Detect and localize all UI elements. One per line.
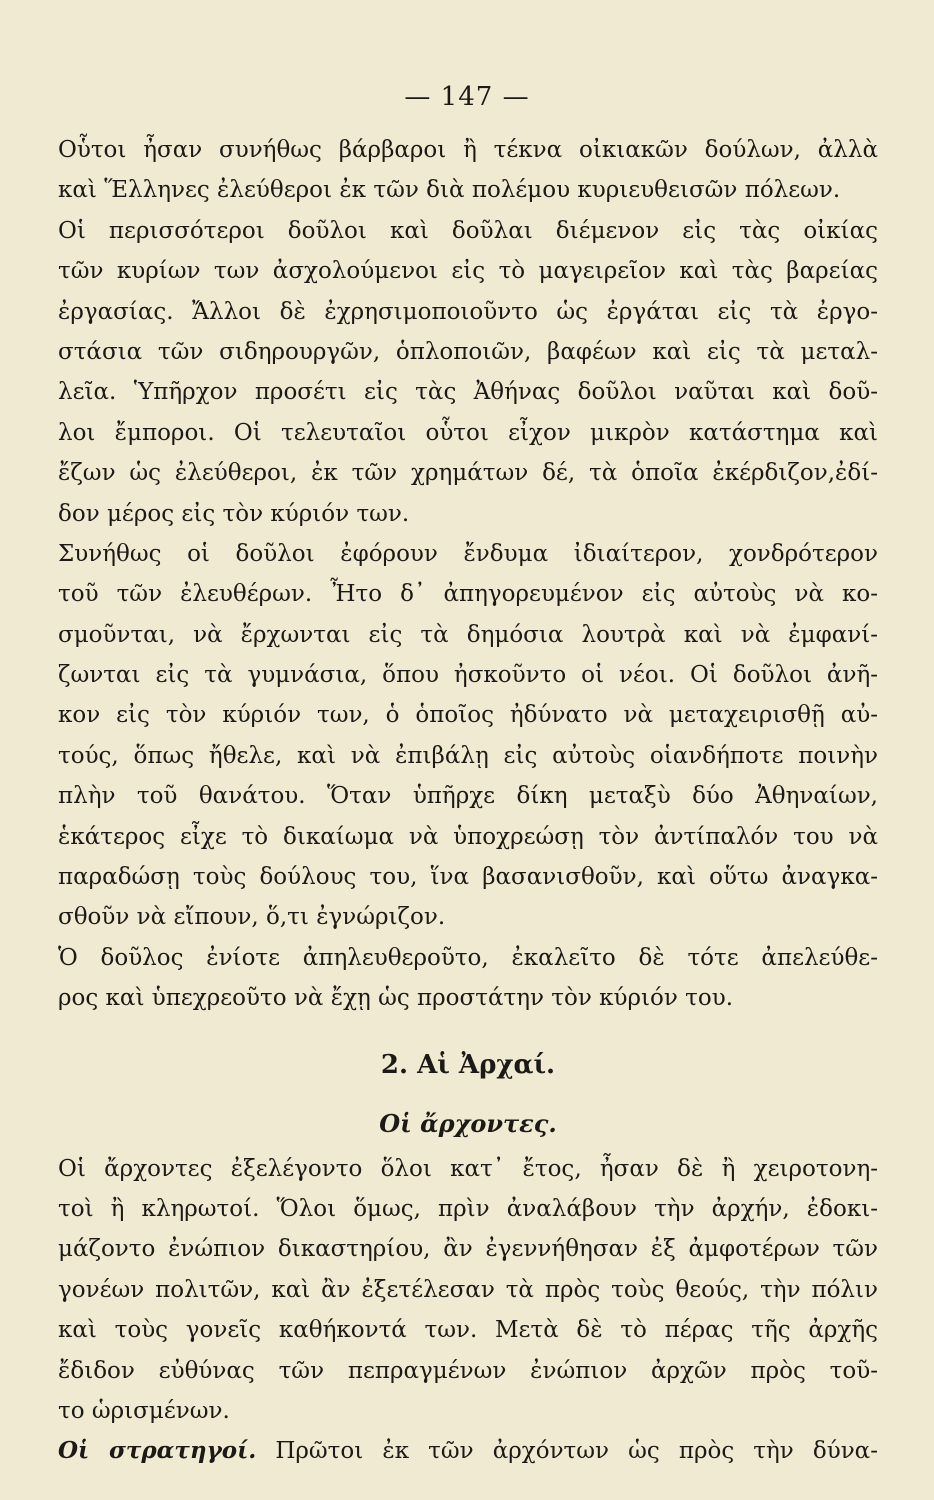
text-line: σθοῦν νὰ εἴπουν, ὅ,τι ἐγνώριζον.: [58, 904, 446, 931]
text-line: μάζοντο ἐνώπιον δικαστηρίου, ἂν ἐγεννήθησαν ἐξ ἀμφοτέρων τῶν: [58, 1236, 878, 1263]
body-text: [58, 130, 878, 1472]
text-line: δον μέρος εἰς τὸν κύριόν των.: [58, 500, 410, 527]
paragraph-archons: [58, 1149, 878, 1432]
text-line: παραδώσῃ τοὺς δούλους του, ἵνα βασανισθοῦν, καὶ οὕτω ἀναγκα-: [58, 864, 878, 891]
text-line: γονέων πολιτῶν, καὶ ἂν ἐξετέλεσαν τὰ πρὸς τοὺς θεούς, τὴν πόλιν: [58, 1276, 878, 1303]
paragraph-origin-of-slaves: [58, 130, 878, 211]
text-line: ρος καὶ ὑπεχρεοῦτο νὰ ἔχῃ ὡς προστάτην τὸν κύριόν του.: [58, 985, 734, 1012]
paragraph-strategoi: [58, 1431, 878, 1471]
text-line: Ὁ δοῦλος ἐνίοτε ἀπηλευθεροῦτο, ἐκαλεῖτο δὲ τότε ἀπελεύθε-: [58, 944, 878, 971]
text-line: τούς, ὅπως ἤθελε, καὶ νὰ ἐπιβάλῃ εἰς αὐτοὺς οἱανδήποτε ποινὴν: [58, 742, 878, 769]
text-line: Οὗτοι ἦσαν συνήθως βάρβαροι ἢ τέκνα οἰκιακῶν δούλων, ἀλλὰ: [58, 137, 878, 163]
run-in-text: Πρῶτοι ἐκ τῶν ἀρχόντων ὡς πρὸς τὴν δύνα-: [256, 1438, 878, 1465]
paragraph-slave-occupations: [58, 211, 878, 534]
text-line: τοῦ τῶν ἐλευθέρων. Ἦτο δ᾽ ἀπηγορευμένον εἰς αὐτοὺς νὰ κο-: [58, 581, 878, 608]
text-line: σμοῦνται, νὰ ἔρχωνται εἰς τὰ δημόσια λουτρὰ καὶ νὰ ἐμφανί-: [58, 621, 878, 648]
text-line: κον εἰς τὸν κύριόν των, ὁ ὁποῖος ἠδύνατο νὰ μεταχειρισθῇ αὐ-: [58, 702, 878, 729]
text-line: ἐργασίας. Ἄλλοι δὲ ἐχρησιμοποιοῦντο ὡς ἐργάται εἰς τὰ ἐργο-: [58, 298, 878, 325]
paragraph-slave-restrictions: [58, 534, 878, 938]
text-line: ζωνται εἰς τὰ γυμνάσια, ὅπου ἠσκοῦντο οἱ νέοι. Οἱ δοῦλοι ἀνῆ-: [58, 662, 878, 689]
text-line: Συνήθως οἱ δοῦλοι ἐφόρουν ἔνδυμα ἰδιαίτερον, χονδρότερον: [58, 540, 878, 567]
text-line: τῶν κυρίων των ἀσχολούμενοι εἰς τὸ μαγειρεῖον καὶ τὰς βαρείας: [58, 258, 878, 285]
run-in-heading: Οἱ στρατηγοί.: [58, 1437, 257, 1465]
text-line: Οἱ ἄρχοντες ἐξελέγοντο ὅλοι κατ᾽ ἔτος, ἦσαν δὲ ἢ χειροτονη-: [58, 1155, 878, 1182]
text-line: λεῖα. Ὑπῆρχον προσέτι εἰς τὰς Ἀθήνας δοῦλοι ναῦται καὶ δοῦ-: [58, 379, 878, 406]
text-line: λοι ἔμποροι. Οἱ τελευταῖοι οὗτοι εἶχον μικρὸν κατάστημα καὶ: [58, 419, 878, 446]
text-line: το ὡρισμένων.: [58, 1397, 230, 1424]
text-line: [58, 1431, 878, 1471]
text-line: καὶ Ἕλληνες ἐλεύθεροι ἐκ τῶν διὰ πολέμου κυριευθεισῶν πόλεων.: [58, 177, 841, 204]
section-subheading: Οἱ ἄρχοντες.: [379, 1108, 557, 1138]
text-line: Οἱ περισσότεροι δοῦλοι καὶ δοῦλαι διέμενον εἰς τὰς οἰκίας: [58, 217, 878, 244]
paragraph-freedmen: [58, 938, 878, 1019]
text-line: πλὴν τοῦ θανάτου. Ὅταν ὑπῆρχε δίκη μεταξὺ δύο Ἀθηναίων,: [58, 783, 878, 810]
text-line: καὶ τοὺς γονεῖς καθήκοντά των. Μετὰ δὲ τὸ πέρας τῆς ἀρχῆς: [58, 1317, 878, 1344]
text-line: ἔζων ὡς ἐλεύθεροι, ἐκ τῶν χρημάτων δέ, τὰ ὁποῖα ἐκέρδιζον,ἐδί-: [58, 460, 878, 487]
text-line: στάσια τῶν σιδηρουργῶν, ὁπλοποιῶν, βαφέων καὶ εἰς τὰ μεταλ-: [58, 338, 878, 365]
section-heading: 2. Αἱ Ἀρχαί.: [380, 1049, 556, 1080]
text-line: ἑκάτερος εἶχε τὸ δικαίωμα νὰ ὑποχρεώσῃ τὸν ἀντίπαλόν του νὰ: [58, 823, 878, 850]
text-line: τοὶ ἢ κληρωτοί. Ὅλοι ὅμως, πρὶν ἀναλάβουν τὴν ἀρχήν, ἐδοκι-: [58, 1195, 878, 1222]
page-number: — 147 —: [404, 82, 530, 112]
text-line: ἔδιδον εὐθύνας τῶν πεπραγμένων ἐνώπιον ἀρχῶν πρὸς τοῦ-: [58, 1357, 878, 1384]
